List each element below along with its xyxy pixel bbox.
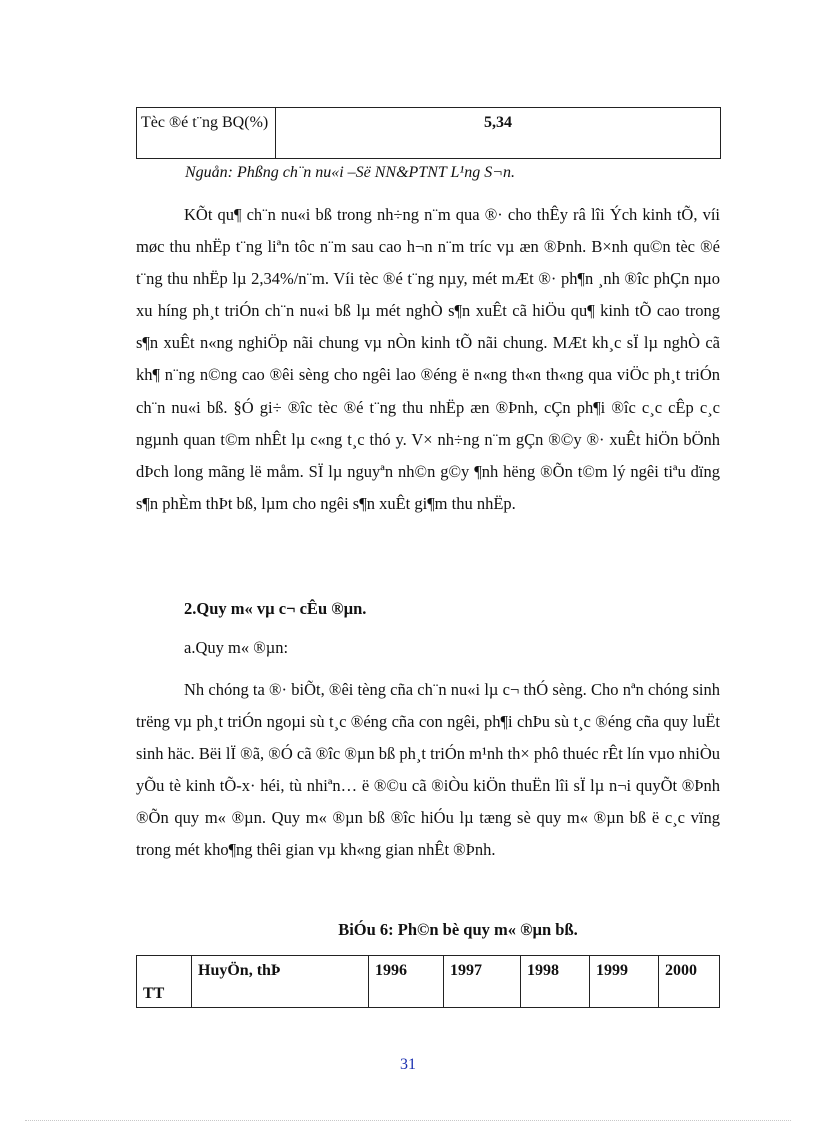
herd-distribution-table (136, 955, 720, 1008)
column-header-tt: TT (137, 956, 192, 1008)
page-bottom-divider (25, 1120, 791, 1121)
subsection-heading-herd-scale: a.Quy m« ®µn: (184, 638, 289, 657)
column-header-year: 1998 (521, 956, 590, 1008)
column-header-year: 1996 (369, 956, 444, 1008)
column-header-year: 2000 (659, 956, 720, 1008)
paragraph-income-results: KÕt qu¶ ch¨n nu«i bß trong nh÷ng n¨m qua ®· cho thÊy râ lîi Ých kinh tÕ, víi møc thu nhËp t¨ng liªn tôc n¨m sau cao h¬n n¨m tríc vµ æn ®Þnh. B×nh qu©n tèc ®é t¨ng thu nhËp lµ 2,34%/n¨m. Víi tèc ®é t¨ng nµy, mét mÆt ®· ph¶n ¸nh ®îc phÇn nµo xu híng ph¸t triÓn ch¨n nu«i bß lµ mét nghÒ s¶n xuÊt cã hiÖu qu¶ kinh tÕ cao trong s¶n xuÊt n«ng nghiÖp nãi chung vµ nÒn kinh tÕ nãi chung. MÆt kh¸c sÏ lµ nghÒ cã kh¶ n¨ng n©ng cao ®êi sèng cho ngêi lao ®éng ë n«ng th«n th«ng qua viÖc ph¸t triÓn ch¨n nu«i bß. §Ó gi÷ ®îc tèc ®é t¨ng thu nhËp æn ®Þnh, cÇn ph¶i ®îc c¸c cÊp c¸c ngµnh quan t©m nhÊt lµ c«ng t¸c thó y. V× nh÷ng n¨m gÇn ®©y ®· xuÊt hiÖn bÖnh dÞch long mãng lë måm. SÏ lµ nguyªn nh©n g©y ¶nh hëng ®Õn t©m lý ngêi tiªu dïng s¶n phÈm thÞt bß, lµm cho ngêi s¶n xuÊt gi¶m thu nhËp. (136, 205, 720, 513)
column-header-year: 1999 (590, 956, 659, 1008)
source-note: Nguån: Phßng ch¨n nu«i –Së NN&PTNT L¹ng S¬n. (185, 164, 515, 181)
page-number: 31 (400, 1056, 416, 1073)
column-header-year: 1997 (444, 956, 521, 1008)
growth-rate-table (136, 107, 721, 159)
column-header-district: HuyÖn, thÞ (192, 956, 369, 1008)
table-title: BiÓu 6: Ph©n bè quy m« ®µn bß. (338, 920, 578, 939)
growth-rate-value: 5,34 (276, 108, 721, 159)
paragraph-herd-scale: Nh chóng ta ®· biÕt, ®êi tèng cña ch¨n nu«i lµ c¬ thÓ sèng. Cho nªn chóng sinh trëng vµ ph¸t triÓn ngoµi sù t¸c ®éng cña con ngêi, ph¶i chÞu sù t¸c ®éng cña quy luËt sinh häc. Bëi lÏ ®ã, ®Ó cã ®îc ®µn bß ph¸t triÓn m¹nh th× phô thuéc rÊt lín vµo nhiÒu yÕu tè kinh tÕ-x· héi, tù nhiªn… ë ®©u cã ®iÒu kiÖn thuËn lîi sÏ lµ n¬i quyÕt ®Þnh ®Õn quy m« ®µn. Quy m« ®µn bß ®îc hiÓu lµ tæng sè quy m« ®µn bß ë c¸c vïng trong mét kho¶ng thêi gian vµ kh«ng gian nhÊt ®Þnh. (136, 680, 720, 860)
section-heading-scale-structure: 2.Quy m« vµ c¬ cÊu ®µn. (184, 599, 367, 618)
growth-rate-label: Tèc ®é t¨ng BQ(%) (137, 108, 276, 159)
